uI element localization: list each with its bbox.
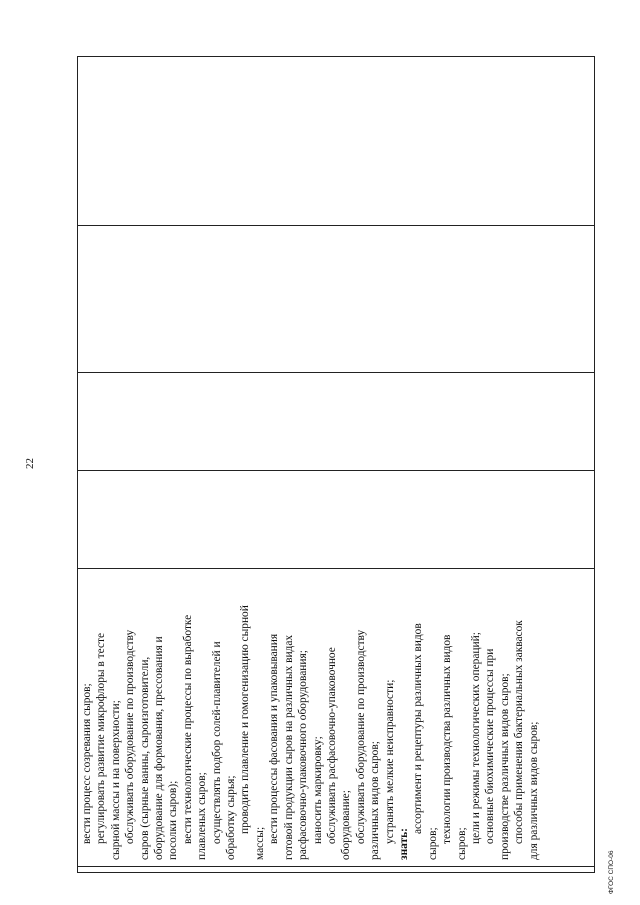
text-line: устранять мелкие неисправности;: [383, 679, 396, 844]
table-cell: [78, 57, 595, 226]
page-number: 22: [24, 458, 36, 469]
table-cell: [78, 471, 595, 569]
text-line: оборудование;: [340, 790, 353, 860]
text-line: цели и режимы технологических операций;: [469, 632, 482, 844]
text-line: регулировать развитие микрофлоры в тесте: [95, 632, 108, 844]
text-line: обслуживать оборудование по производству: [354, 629, 367, 844]
text-line: сырной массы и на поверхности;: [109, 700, 122, 860]
text-line: посолки сыров);: [167, 780, 180, 860]
text-line: наносить маркировку;: [311, 736, 324, 844]
table-cell: [78, 226, 595, 373]
text-line: обслуживать расфасовочно-упаковочное: [325, 647, 338, 844]
table-row: [78, 57, 595, 873]
text-line: расфасовочно-упаковочного оборудования;: [297, 650, 310, 860]
text-line: сыров (сырные ванны, сыроизготовители,: [138, 656, 151, 860]
footer-code: ФГОС СПО-06: [608, 850, 615, 894]
text-line: ассортимент и рецептуры различных видов: [412, 623, 425, 834]
text-line: обслуживать оборудование по производству: [124, 629, 137, 844]
text-line: вести технологические процессы по выработке: [181, 614, 194, 844]
text-line: осуществлять подбор солей-плавителей и: [210, 641, 223, 844]
text-line: различных видов сыров;: [369, 741, 382, 860]
text-line: основные биохимические процессы при: [484, 648, 497, 844]
table-cell: [78, 373, 595, 471]
table-edge-cell: [78, 867, 595, 873]
text-line: для различных видов сыров;: [527, 721, 540, 860]
text-line: способы применения бактериальных заквасок: [513, 620, 526, 844]
text-line: массы;: [253, 826, 266, 860]
text-line: производстве различных видов сыров;: [498, 673, 511, 860]
text-line: проводить плавление и гомогенизацию сырной: [239, 605, 252, 834]
competency-text-cell: [78, 569, 595, 867]
document-table: [77, 56, 595, 873]
text-line: вести процесс созревания сыров;: [81, 683, 93, 844]
text-line: вести процессы фасования и упаковывания: [268, 633, 281, 844]
text-line: сыров;: [426, 827, 439, 860]
text-line: обработку сырья;: [225, 775, 238, 860]
text-line: плавленых сыров;: [196, 772, 209, 860]
text-line: сыров;: [455, 827, 468, 860]
text-line: технологии производства различных видов: [441, 634, 454, 844]
text-line: готовой продукции сыров на различных видах: [282, 634, 295, 860]
text-line: оборудование для формования, прессования и: [153, 636, 166, 860]
text-line: знать:: [397, 828, 410, 860]
